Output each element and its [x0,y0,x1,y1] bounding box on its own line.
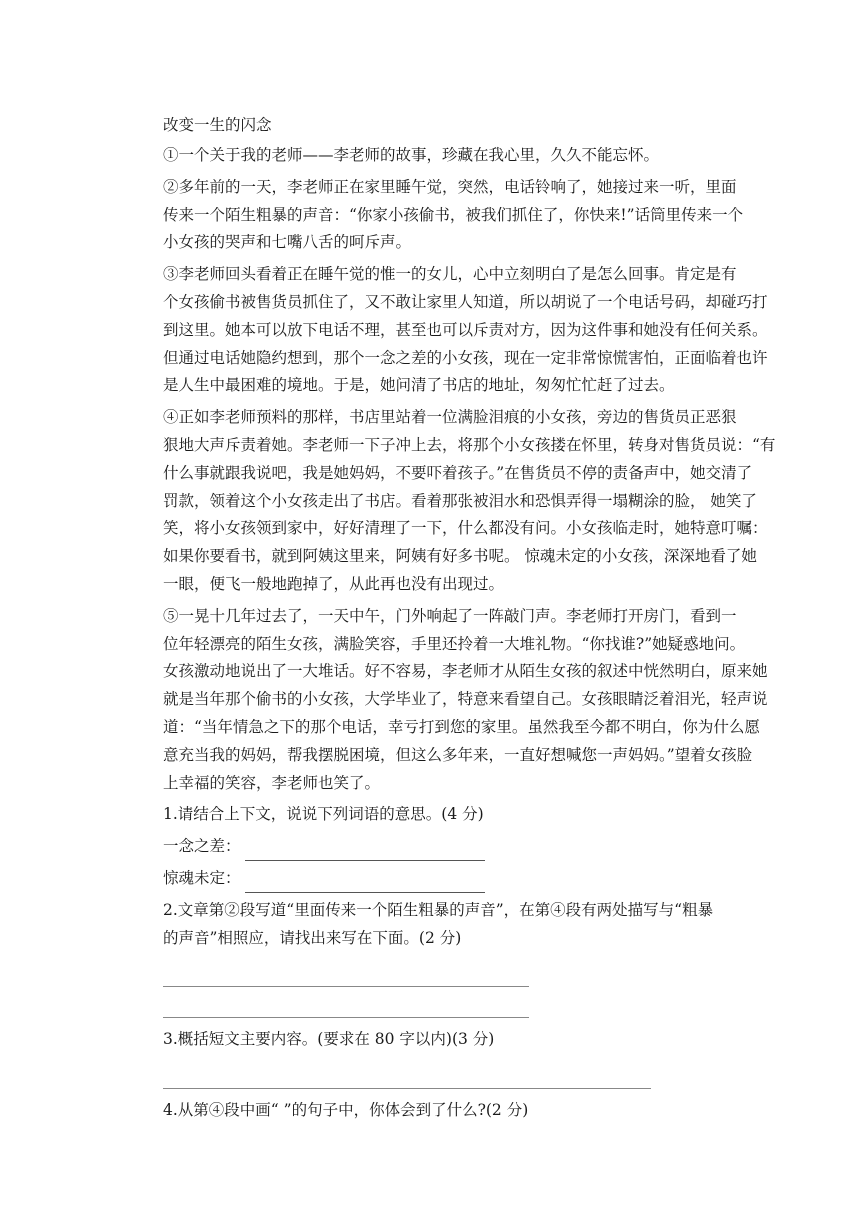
paragraph-line: ④正如李老师预料的那样，书店里站着一位满脸泪痕的小女孩，旁边的售货员正恶狠 [163,408,737,427]
paragraph-line: 意充当我的妈妈，帮我摆脱困境，但这么多年来，一直好想喊您一声妈妈。”望着女孩脸 [163,745,753,764]
paragraph [163,174,744,257]
article-body [163,142,776,797]
question-1-item-a-label: 一念之差： [163,837,241,856]
paragraph-line: 什么事就跟我说吧，我是她妈妈，不要吓着孩子。”在售货员不停的责备声中，她交清了 [163,463,753,482]
paragraph-line: 个女孩偷书被售货员抓住了，又不敢让家里人知道，所以胡说了一个电话号码，却碰巧打 [163,292,768,311]
paragraph-line: ⑤一晃十几年过去了，一天中午，门外响起了一阵敲门声。李老师打开房门，看到一 [163,606,737,625]
answer-line-q3[interactable] [163,1058,651,1089]
question-4-text: 4.从第④段中画“ ”的句子中，你体会到了什么?(2 分) [163,1101,529,1120]
answer-line-q2-2[interactable] [163,987,529,1018]
answer-blank-a[interactable] [245,842,485,861]
paragraph-line: 罚款，领着这个小女孩走出了书店。看着那张被泪水和恐惧弄得一塌糊涂的脸， 她笑了 [163,491,757,510]
question-1 [163,801,723,829]
paragraph-line: 到这里。她本可以放下电话不理，甚至也可以斥责对方，因为这件事和她没有任何关系。 [163,320,768,339]
paragraph-line: 道：“当年情急之下的那个电话，幸亏打到您的家里。虽然我至今都不明白，你为什么愿 [163,717,760,736]
paragraph-line: 女孩激动地说出了一大堆话。好不容易，李老师才从陌生女孩的叙述中恍然明白，原来她 [163,662,768,681]
paragraph-line: 狠地大声斥责着她。李老师一下子冲上去，将那个小女孩搂在怀里，转身对售货员说：“有 [163,435,776,454]
answer-blank-b[interactable] [245,874,485,893]
paragraph-line: 位年轻漂亮的陌生女孩，满脸笑容，手里还拎着一大堆礼物。“你找谁?”她疑惑地问。 [163,634,746,653]
paragraph-line: 但通过电话她隐约想到，那个一念之差的小女孩，现在一定非常惊慌害怕，正面临着也许 [163,348,768,367]
paragraph-line: 如果你要看书，就到阿姨这里来，阿姨有好多书呢。 惊魂未定的小女孩，深深地看了她 [163,547,757,566]
question-1-text: 1.请结合上下文，说说下列词语的意思。(4 分) [163,805,484,824]
paragraph-line: ②多年前的一天，李老师正在家里睡午觉，突然，电话铃响了，她接过来一听，里面 [163,177,737,196]
paragraph [163,142,723,170]
paragraph-line: 笑，将小女孩领到家中，好好清理了一下，什么都没有问。小女孩临走时，她特意叮嘱： [163,519,768,538]
paragraph-line: 就是当年那个偷书的小女孩，大学毕业了，特意来看望自己。女孩眼睛泛着泪光，轻声说 [163,690,768,709]
question-3-text: 3.概括短文主要内容。(要求在 80 字以内)(3 分) [163,1030,495,1049]
question-2-text-line-1: 2.文章第②段写道“里面传来一个陌生粗暴的声音”，在第④段有两处描写与“粗暴 [163,900,714,919]
paragraph [163,261,768,400]
paragraph-line: 上幸福的笑容，李老师也笑了。 [163,773,381,792]
paragraph [163,404,776,599]
paragraph-line: 小女孩的哭声和七嘴八舌的呵斥声。 [163,233,412,252]
article-title: 改变一生的闪念 [163,116,272,134]
paragraph-line: 传来一个陌生粗暴的声音：“你家小孩偷书，被我们抓住了，你快来!”话筒里传来一个 [163,205,744,224]
question-2 [163,897,723,953]
question-2-text-line-2: 的声音”相照应，请找出来写在下面。(2 分) [163,928,462,947]
answer-line-q2-1[interactable] [163,956,529,987]
paragraph-line: ①一个关于我的老师——李老师的故事，珍藏在我心里，久久不能忘怀。 [163,146,660,164]
paragraph-line: ③李老师回头看着正在睡午觉的惟一的女儿，心中立刻明白了是怎么回事。肯定是有 [163,265,737,284]
paragraph [163,603,768,798]
paragraph-line: 是人生中最困难的境地。于是，她问清了书店的地址，匆匆忙忙赶了过去。 [163,376,675,395]
question-1-item-a [163,833,723,861]
question-1-item-b-label: 惊魂未定： [163,868,241,887]
question-4 [163,1097,723,1125]
question-3 [163,1026,723,1054]
document-content [163,112,776,1129]
question-1-item-b [163,865,723,893]
paragraph-line: 一眼，便飞一般地跑掉了，从此再也没有出现过。 [163,574,505,593]
